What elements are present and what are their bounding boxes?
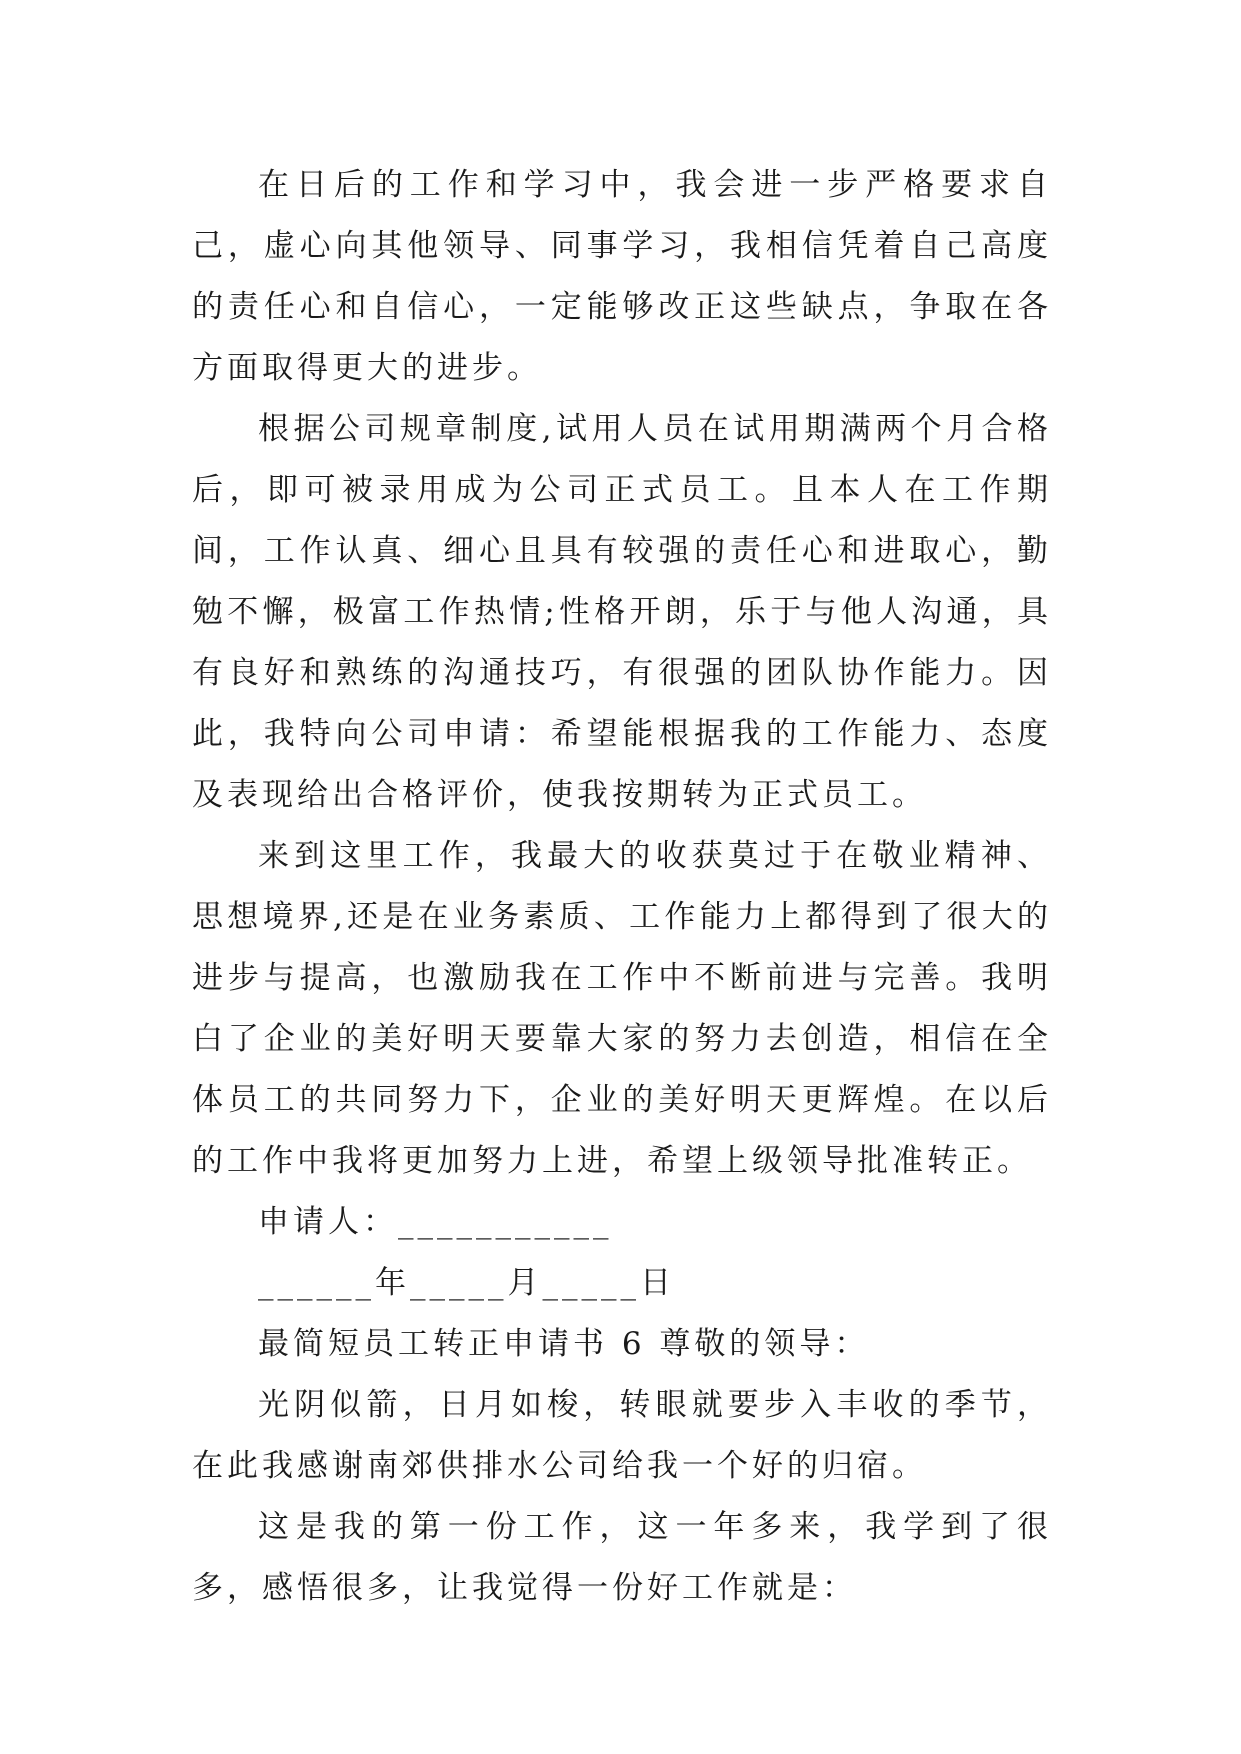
paragraph-gains: 来到这里工作，我最大的收获莫过于在敬业精神、思想境界,还是在业务素质、工作能力上都得到了很大的进步与提高，也激励我在工作中不断前进与完善。我明白了企业的美好明天要靠大家的努力去创造，相信在全体员工的共同努力下，企业的美好明天更辉煌。在以后的工作中我将更加努力上进，希望上级领导批准转正。 [192,838,1052,1179]
paragraph-first-job: 这是我的第一份工作，这一年多来，我学到了很多，感悟很多，让我觉得一份好工作就是： [192,1509,1052,1606]
document-body [192,155,1052,1619]
paragraph-gratitude: 光阴似箭，日月如梭，转眼就要步入丰收的季节，在此我感谢南郊供排水公司给我一个好的归宿。 [192,1387,1052,1484]
paragraph-self-improvement: 在日后的工作和学习中，我会进一步严格要求自己，虚心向其他领导、同事学习，我相信凭着自己高度的责任心和自信心，一定能够改正这些缺点，争取在各方面取得更大的进步。 [192,167,1052,386]
paragraph-probation-request: 根据公司规章制度,试用人员在试用期满两个月合格后，即可被录用成为公司正式员工。且本人在工作期间，工作认真、细心且具有较强的责任心和进取心，勤勉不懈，极富工作热情;性格开朗，乐于与他人沟通，具有良好和熟练的沟通技巧，有很强的团队协作能力。因此，我特向公司申请：希望能根据我的工作能力、态度及表现给出合格评价，使我按期转为正式员工。 [192,411,1052,813]
date-line: ______年_____月_____日 [258,1265,675,1301]
applicant-line: 申请人：___________ [258,1204,613,1240]
section-heading: 最简短员工转正申请书 6 尊敬的领导： [258,1326,870,1362]
